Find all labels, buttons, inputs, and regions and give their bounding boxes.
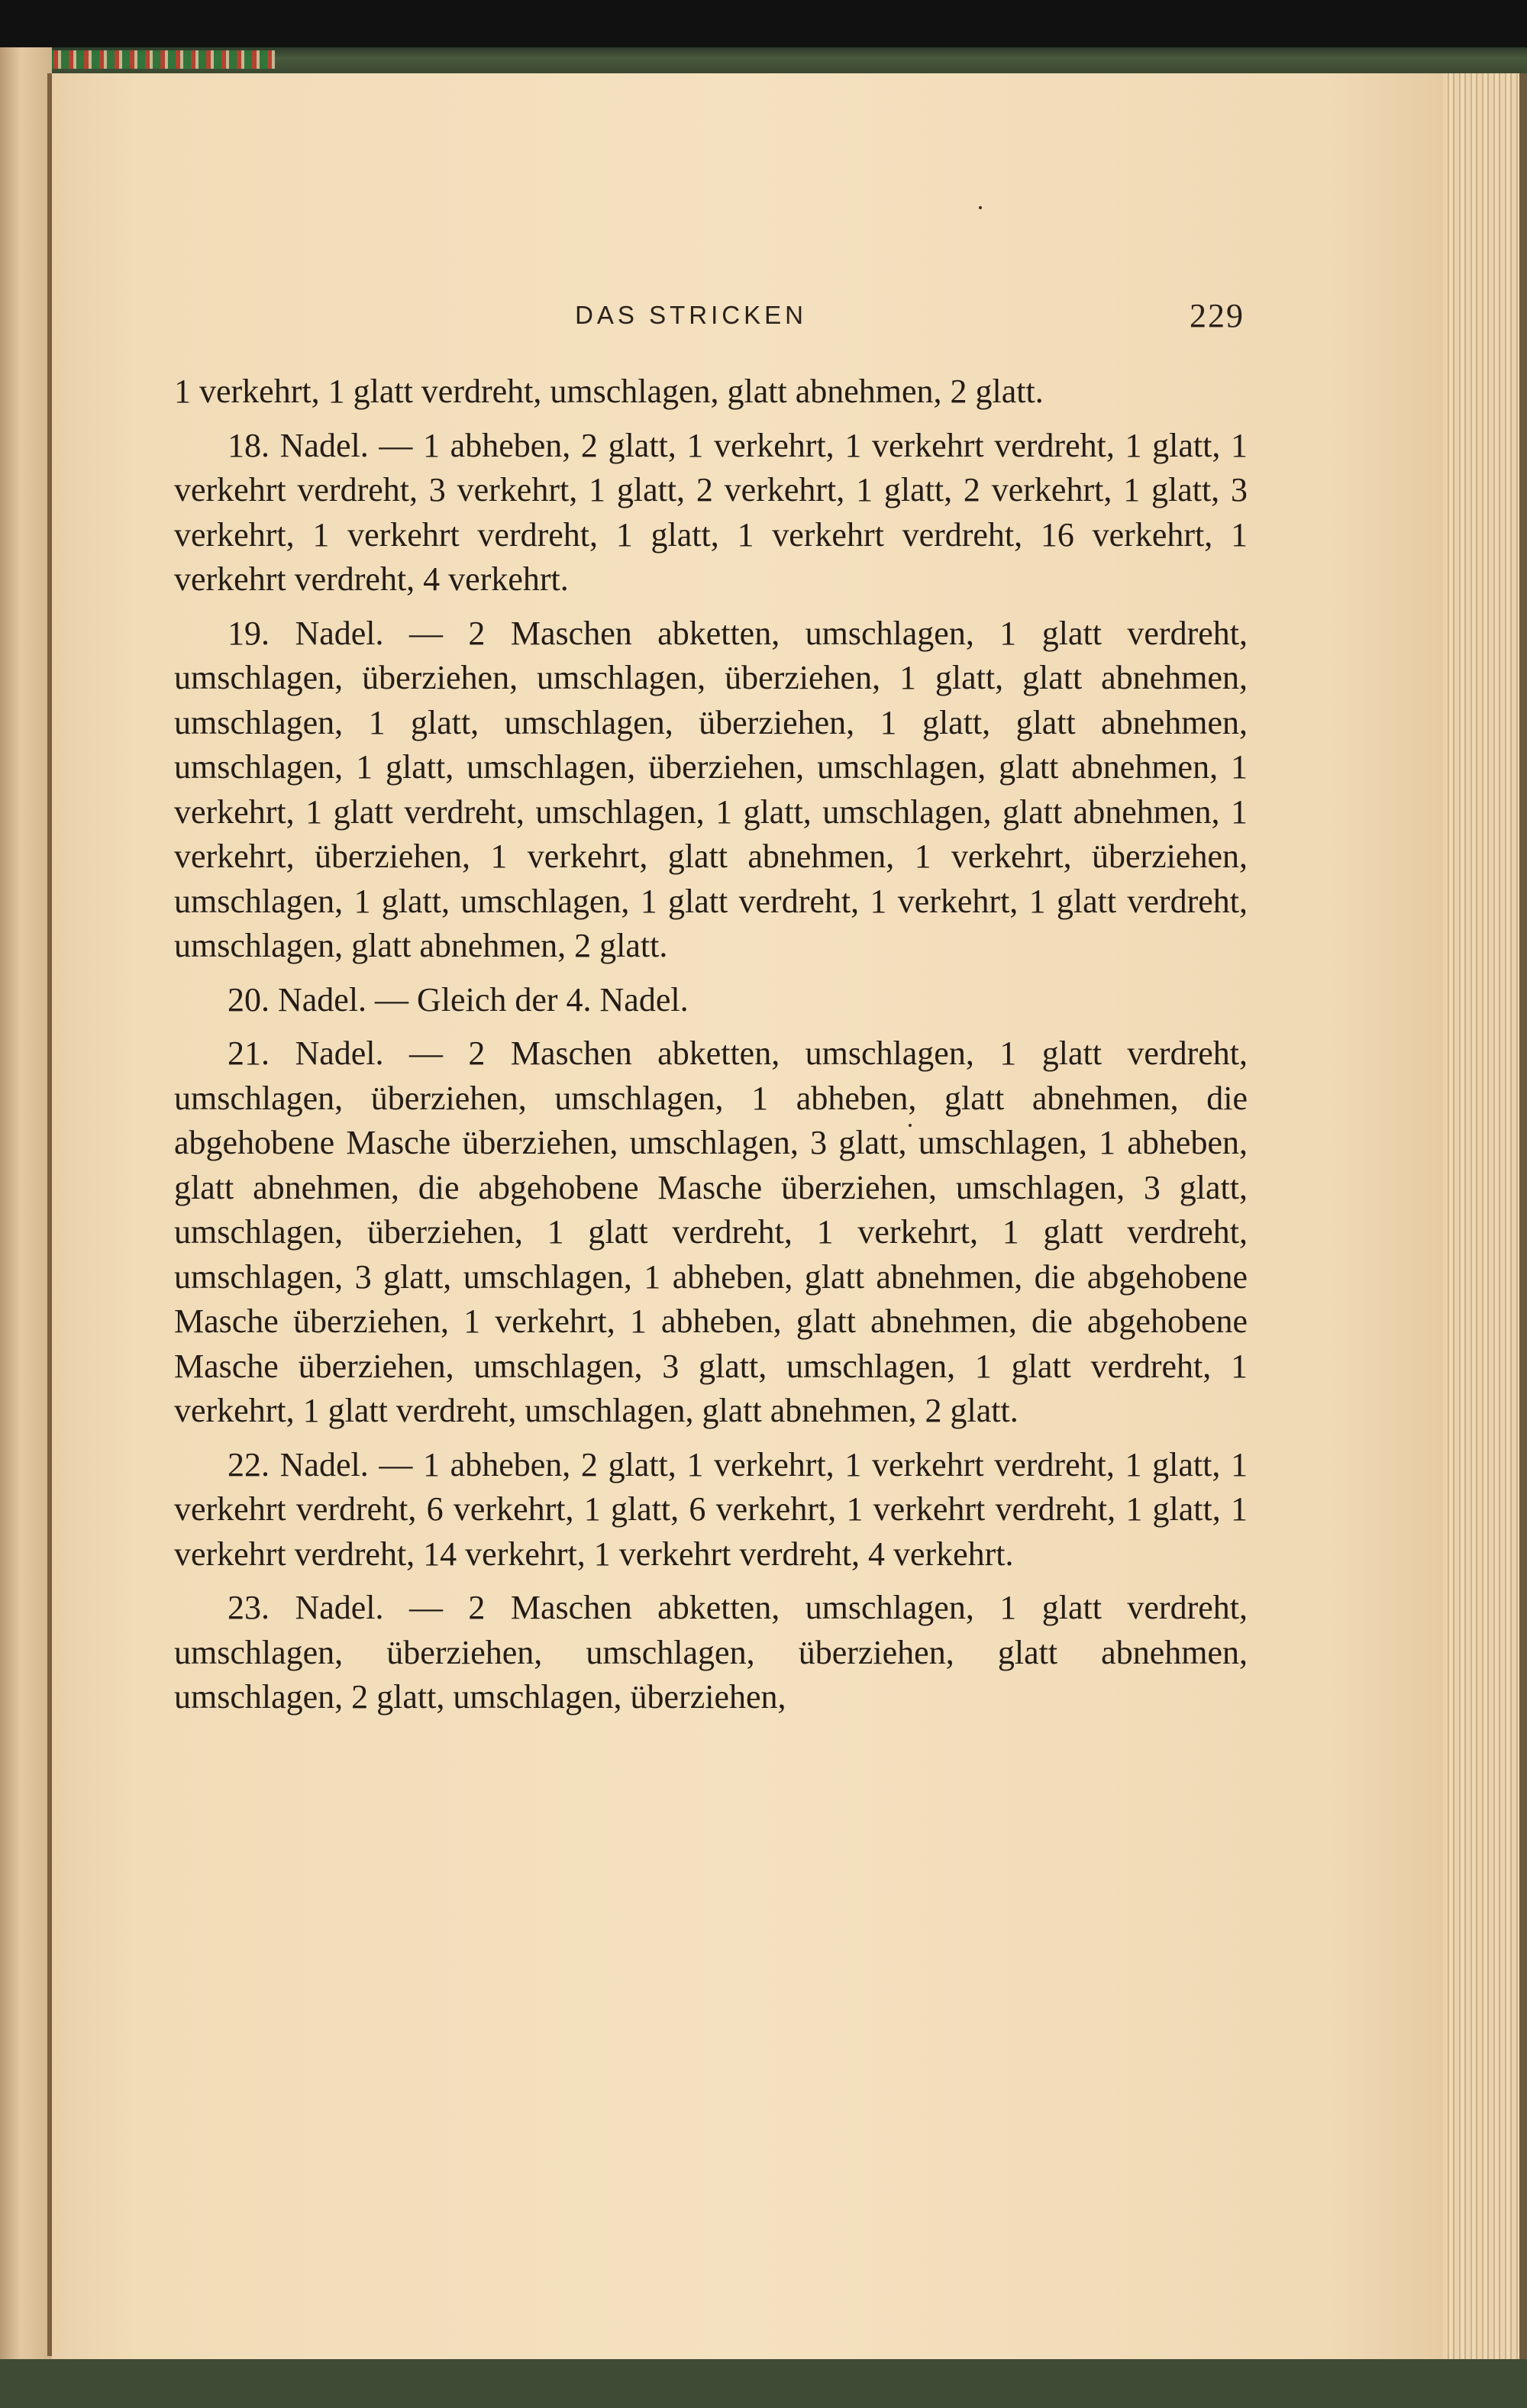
paragraph: 21. Nadel. — 2 Maschen abketten, umschlagen, 1 glatt verdreht, umschlagen, überziehen, umschlagen, 1 abheben, glatt abnehmen, die abgehobene Masche überziehen, umschlagen, 3 glatt, umschlagen, 1 abheben, glatt abnehmen, die abgehobene Masche überziehen, umschlagen, 3 glatt, umschlagen, überziehen, 1 glatt verdreht, 1 verkehrt, 1 glatt verdreht, umschlagen, 3 glatt, umschlagen, 1 abheben, glatt abnehmen, die abgehobene Masche überziehen, 1 verkehrt, 1 abheben, glatt abnehmen, die abgehobene Masche überziehen, umschlagen, 3 glatt, umschlagen, 1 glatt verdreht, 1 verkehrt, 1 glatt verdreht, umschlagen, glatt abnehmen, 2 glatt. <box>174 1035 1248 1429</box>
paper-speck <box>979 206 982 209</box>
paragraph: 20. Nadel. — Gleich der 4. Nadel. <box>228 980 689 1018</box>
gutter <box>0 47 52 2359</box>
cover-edge-right <box>1519 73 1527 2359</box>
running-head <box>137 296 1245 334</box>
body-text <box>174 370 1248 1729</box>
paragraph: 18. Nadel. — 1 abheben, 2 glatt, 1 verkehrt, 1 verkehrt verdreht, 1 glatt, 1 verkehrt verdreht, 3 verkehrt, 1 glatt, 2 verkehrt, 1 glatt, 2 verkehrt, 1 glatt, 3 verkehrt, 1 verkehrt verdreht, 1 glatt, 1 verkehrt verdreht, 16 verkehrt, 1 verkehrt verdreht, 4 verkehrt. <box>174 426 1248 598</box>
paragraph: 23. Nadel. — 2 Maschen abketten, umschlagen, 1 glatt verdreht, umschlagen, überziehen, umschlagen, überziehen, glatt abnehmen, umschlagen, 2 glatt, umschlagen, überziehen, <box>174 1589 1248 1716</box>
paragraph: 22. Nadel. — 1 abheben, 2 glatt, 1 verkehrt, 1 verkehrt verdreht, 1 glatt, 1 verkehrt verdreht, 6 verkehrt, 1 glatt, 6 verkehrt, 1 verkehrt verdreht, 1 glatt, 1 verkehrt verdreht, 14 verkehrt, 1 verkehrt verdreht, 4 verkehrt. <box>174 1445 1248 1573</box>
running-title: DAS STRICKEN <box>575 301 807 329</box>
cover-edge-top <box>0 47 1527 75</box>
gutter-line <box>47 73 52 2356</box>
paragraph: 19. Nadel. — 2 Maschen abketten, umschlagen, 1 glatt verdreht, umschlagen, überziehen, umschlagen, überziehen, 1 glatt, glatt abnehmen, umschlagen, 1 glatt, umschlagen, überziehen, 1 glatt, glatt abnehmen, umschlagen, 1 glatt, umschlagen, überziehen, umschlagen, glatt abnehmen, 1 verkehrt, 1 glatt verdreht, umschlagen, 1 glatt, umschlagen, glatt abnehmen, 1 verkehrt, überziehen, 1 verkehrt, glatt abnehmen, 1 verkehrt, überziehen, umschlagen, 1 glatt, umschlagen, 1 glatt verdreht, 1 verkehrt, 1 glatt verdreht, umschlagen, glatt abnehmen, 2 glatt. <box>174 614 1248 964</box>
paragraph: 1 verkehrt, 1 glatt verdreht, umschlagen, glatt abnehmen, 2 glatt. <box>174 373 1044 410</box>
page-edges <box>1443 73 1527 2359</box>
page-number: 229 <box>1190 297 1245 334</box>
cover-edge-bottom <box>0 2359 1527 2408</box>
